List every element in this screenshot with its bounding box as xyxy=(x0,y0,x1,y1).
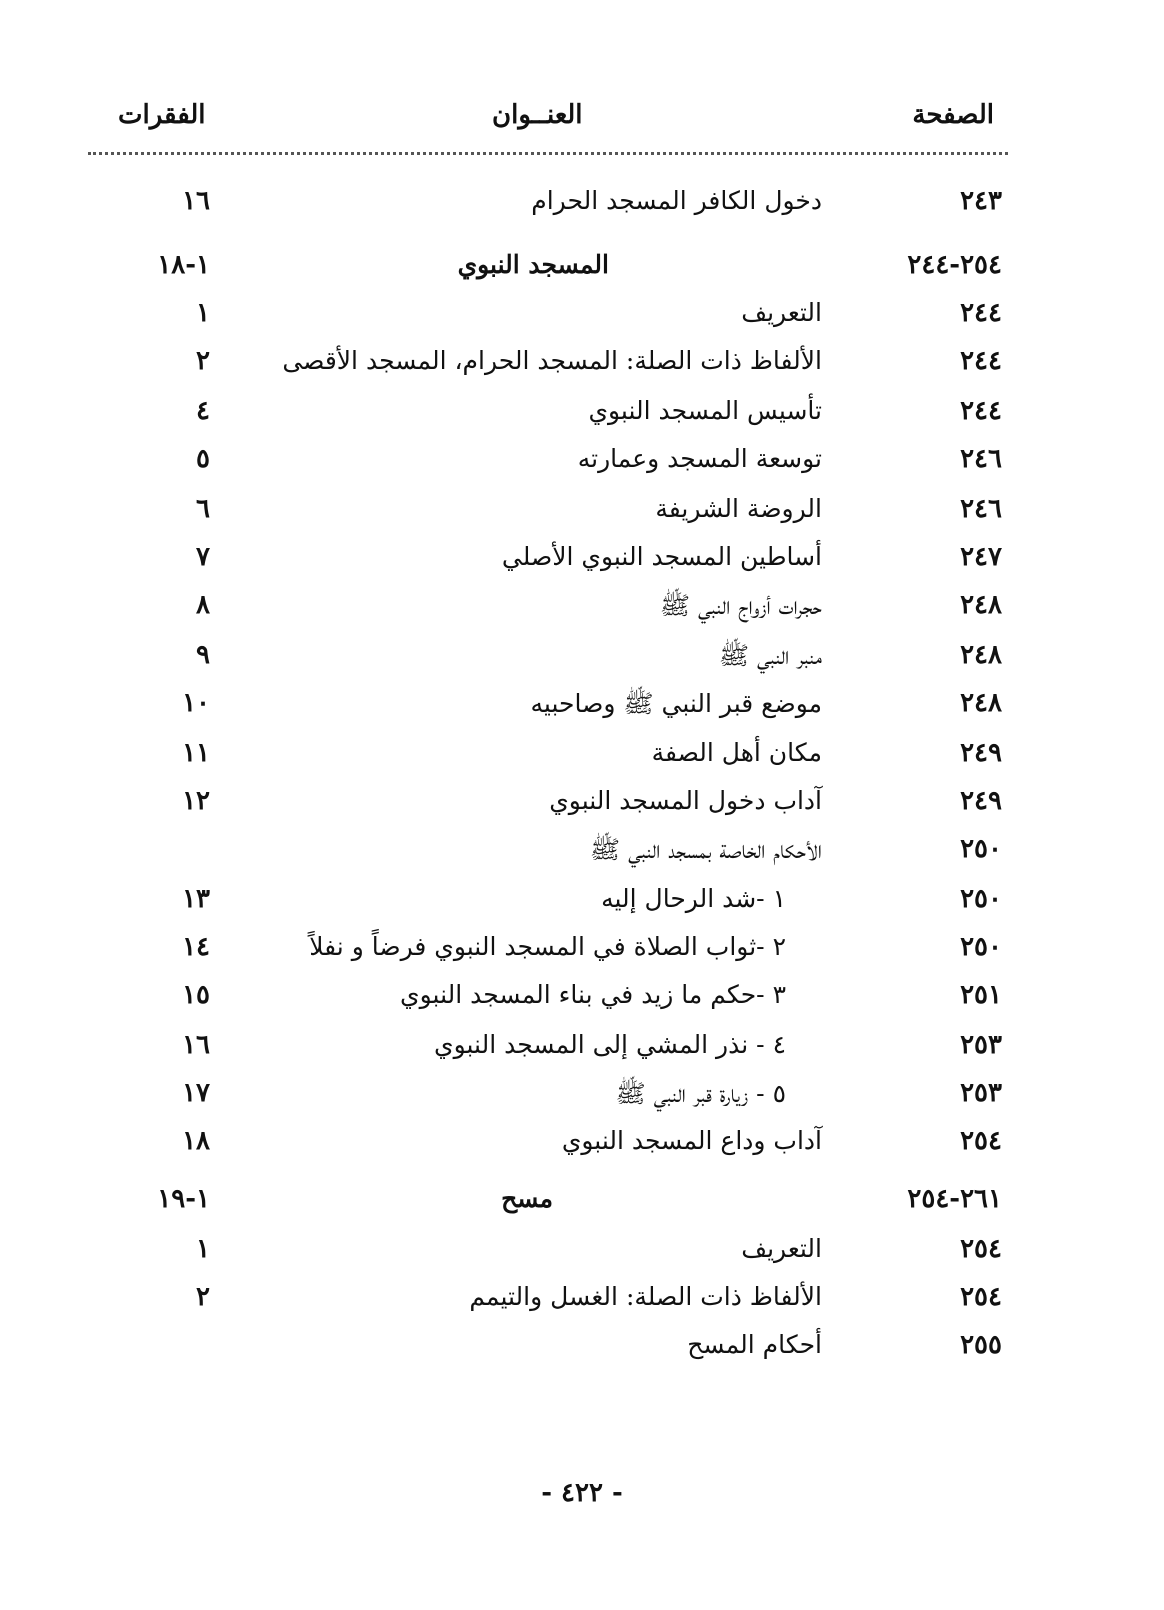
header-title: العنــوان xyxy=(492,100,583,130)
table-row xyxy=(0,980,1164,1024)
table-header xyxy=(0,100,1164,140)
table-row xyxy=(0,884,1164,928)
row-paragraphs: ١٦ xyxy=(182,186,210,216)
row-page: ٢٤٤ xyxy=(960,298,1002,328)
dotted-divider xyxy=(88,152,1008,155)
row-paragraphs: ١٠ xyxy=(182,688,210,718)
table-row xyxy=(0,298,1164,342)
table-row xyxy=(0,834,1164,878)
row-page: ٢٤٦ xyxy=(960,494,1002,524)
row-paragraphs: ١-١٨ xyxy=(157,250,210,280)
row-paragraphs: ١-١٩ xyxy=(157,1184,210,1214)
table-row xyxy=(0,1030,1164,1074)
row-title: دخول الكافر المسجد الحرام xyxy=(531,186,822,215)
row-title: الألفاظ ذات الصلة: المسجد الحرام، المسجد الأقصى xyxy=(282,346,822,375)
row-page: ٢٤٤ xyxy=(960,346,1002,376)
row-paragraphs: ٧ xyxy=(196,542,210,572)
table-row xyxy=(0,738,1164,782)
table-row xyxy=(0,1184,1164,1228)
row-title: توسعة المسجد وعمارته xyxy=(577,444,822,473)
row-page: ٢٥٥ xyxy=(960,1330,1002,1360)
row-paragraphs: ١٦ xyxy=(182,1030,210,1060)
row-title: حجرات أزواج النبي ﷺ xyxy=(659,591,822,620)
row-paragraphs: ١٤ xyxy=(182,932,210,962)
row-paragraphs: ٩ xyxy=(196,640,210,670)
table-row xyxy=(0,250,1164,294)
table-row xyxy=(0,590,1164,634)
row-paragraphs: ١٢ xyxy=(182,786,210,816)
row-title: منبر النبي ﷺ xyxy=(718,641,822,670)
table-row xyxy=(0,396,1164,440)
row-page: ٢٥٠ xyxy=(960,884,1002,914)
table-row xyxy=(0,688,1164,732)
row-title: الروضة الشريفة xyxy=(655,494,822,523)
table-row xyxy=(0,786,1164,830)
row-paragraphs: ١٨ xyxy=(182,1126,210,1156)
table-row xyxy=(0,542,1164,586)
row-page: ٢٥٤ xyxy=(960,1126,1002,1156)
row-paragraphs: ١ xyxy=(196,1234,210,1264)
row-title: موضع قبر النبي ﷺ وصاحبيه xyxy=(530,689,822,718)
row-title: ٤ - نذر المشي إلى المسجد النبوي xyxy=(434,1030,786,1059)
header-page: الصفحة xyxy=(912,100,994,130)
row-title: التعريف xyxy=(741,298,822,327)
row-page: ٢٤٩ xyxy=(960,738,1002,768)
row-title: التعريف xyxy=(741,1234,822,1263)
row-title: آداب دخول المسجد النبوي xyxy=(549,786,822,815)
row-paragraphs: ١٥ xyxy=(182,980,210,1010)
row-page: ٢٤٦ xyxy=(960,444,1002,474)
row-title: ١ -شد الرحال إليه xyxy=(601,884,786,913)
table-row xyxy=(0,346,1164,390)
row-page: ٢٦١-٢٥٤ xyxy=(907,1184,1002,1214)
table-row xyxy=(0,1234,1164,1278)
row-page: ٢٥٠ xyxy=(960,932,1002,962)
row-paragraphs: ١٧ xyxy=(182,1078,210,1108)
row-page: ٢٤٣ xyxy=(960,186,1002,216)
row-page: ٢٥١ xyxy=(960,980,1002,1010)
row-page: ٢٤٨ xyxy=(960,688,1002,718)
row-paragraphs: ١ xyxy=(196,298,210,328)
row-paragraphs: ٢ xyxy=(196,346,210,376)
row-title: ٥ - زيارة قبر النبي ﷺ xyxy=(615,1079,786,1108)
row-title: تأسيس المسجد النبوي xyxy=(588,396,822,425)
row-page: ٢٤٩ xyxy=(960,786,1002,816)
header-paragraphs: الفقرات xyxy=(118,100,206,130)
row-title: مكان أهل الصفة xyxy=(651,738,822,767)
table-row xyxy=(0,1282,1164,1326)
row-title: أحكام المسح xyxy=(687,1330,822,1359)
table-row xyxy=(0,186,1164,230)
table-row xyxy=(0,494,1164,538)
row-page: ٢٥٤-٢٤٤ xyxy=(907,250,1002,280)
table-row xyxy=(0,932,1164,976)
row-page: ٢٤٨ xyxy=(960,590,1002,620)
table-row xyxy=(0,1330,1164,1374)
table-row xyxy=(0,1078,1164,1122)
row-paragraphs: ٨ xyxy=(196,590,210,620)
row-paragraphs: ٥ xyxy=(196,444,210,474)
row-title: ٣ -حكم ما زيد في بناء المسجد النبوي xyxy=(400,980,786,1009)
row-page: ٢٥٣ xyxy=(960,1078,1002,1108)
row-title: أساطين المسجد النبوي الأصلي xyxy=(501,542,822,571)
row-paragraphs: ١٣ xyxy=(182,884,210,914)
row-paragraphs: ٢ xyxy=(196,1282,210,1312)
row-section-title: مسح xyxy=(501,1184,553,1213)
row-paragraphs: ٦ xyxy=(196,494,210,524)
row-title: ٢ -ثواب الصلاة في المسجد النبوي فرضاً و نفلاً xyxy=(309,932,786,961)
row-title: الألفاظ ذات الصلة: الغسل والتيمم xyxy=(469,1282,822,1311)
row-title: الأحكام الخاصة بمسجد النبي ﷺ xyxy=(589,835,822,864)
row-page: ٢٤٧ xyxy=(960,542,1002,572)
row-page: ٢٥٤ xyxy=(960,1234,1002,1264)
row-page: ٢٥٤ xyxy=(960,1282,1002,1312)
row-section-title: المسجد النبوي xyxy=(457,250,609,279)
row-page: ٢٤٤ xyxy=(960,396,1002,426)
row-page: ٢٤٨ xyxy=(960,640,1002,670)
row-page: ٢٥٠ xyxy=(960,834,1002,864)
page-number: - ٤٢٢ - xyxy=(541,1478,623,1508)
row-title: آداب وداع المسجد النبوي xyxy=(561,1126,822,1155)
table-row xyxy=(0,640,1164,684)
row-paragraphs: ٤ xyxy=(196,396,210,426)
row-page: ٢٥٣ xyxy=(960,1030,1002,1060)
row-paragraphs: ١١ xyxy=(182,738,210,768)
table-row xyxy=(0,444,1164,488)
table-row xyxy=(0,1126,1164,1170)
